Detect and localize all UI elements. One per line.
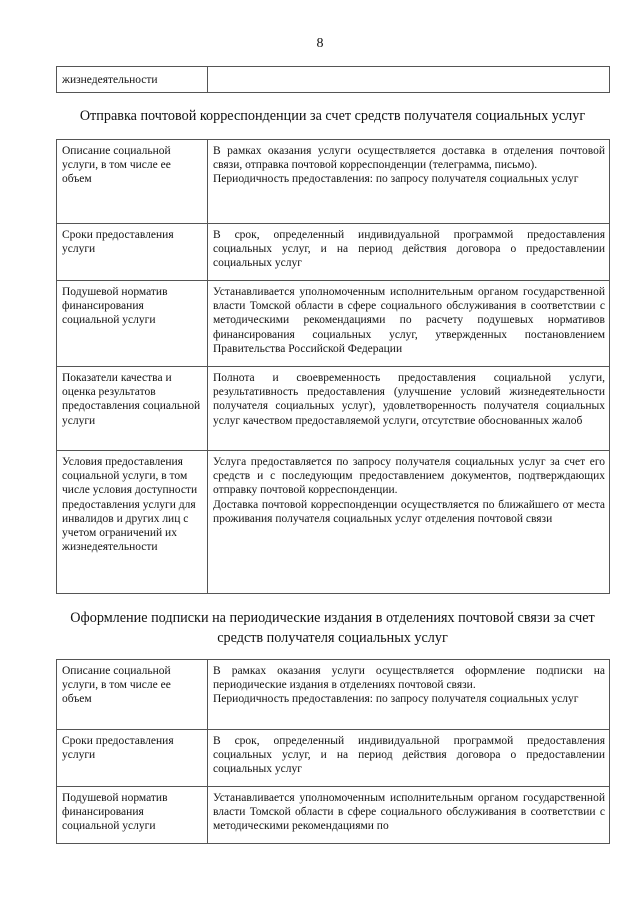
row-value: [208, 281, 610, 367]
row-label: Подушевой норматив финансирования социальной услуги: [57, 281, 208, 367]
paragraph: Периодичность предоставления: по запросу получателя социальных услуг: [213, 173, 579, 186]
top-fragment-table: [56, 66, 610, 93]
paragraph: В рамках оказания услуги осуществляется оформление подписки на периодические издания в отделениях почтовой связи.: [213, 665, 605, 692]
paragraph: В рамках оказания услуги осуществляется доставка в отделения почтовой связи, отправка почтовой корреспонденции (телеграмма, письмо).: [213, 145, 605, 172]
row-value: [208, 451, 610, 594]
table-row: [57, 281, 610, 367]
subscription-service-table: [56, 659, 610, 844]
paragraph: Доставка почтовой корреспонденции осуществляется по ближайшего от места проживания получателя социальных услуг отделения почтовой связи: [213, 498, 605, 525]
page-number: 8: [316, 36, 324, 51]
table-row: [57, 660, 610, 730]
row-label: жизнедеятельности: [57, 67, 208, 93]
table-row: [57, 730, 610, 787]
row-label: Сроки предоставления услуги: [57, 730, 208, 787]
table-row: [57, 787, 610, 844]
table-row: [57, 140, 610, 224]
row-value: [208, 730, 610, 787]
row-label: Сроки предоставления услуги: [57, 224, 208, 281]
row-label: Условия предоставления социальной услуги, в том числе условия доступности предоставления услуги для инвалидов и других лиц с учетом ограничений их жизнедеятельности: [57, 451, 208, 594]
section-heading-subscription: Оформление подписки на периодические издания в отделениях почтовой связи за счет средств получателя социальных услуг: [70, 610, 595, 646]
paragraph: В срок, определенный индивидуальной программой предоставления социальных услуг, и на период действия договора о предоставлении социальных услуг: [213, 229, 605, 270]
table-row: [57, 224, 610, 281]
row-label: Описание социальной услуги, в том числе ее объем: [57, 140, 208, 224]
section-heading-mail: Отправка почтовой корреспонденции за счет средств получателя социальных услуг: [79, 108, 586, 124]
paragraph: Устанавливается уполномоченным исполнительным органом государственной власти Томской области в сфере социального обслуживания в соответствии с методическими рекомендациями по расчету подушевых нормативов финансирования социальных услуг, утвержденных постановлением Правительства Российской Федерации: [213, 286, 605, 355]
paragraph: Устанавливается уполномоченным исполнительным органом государственной власти Томской области в сфере социального обслуживания в соответствии с методическими рекомендациями по: [213, 792, 605, 833]
row-value: [208, 367, 610, 451]
row-value: [208, 787, 610, 844]
row-label: Показатели качества и оценка результатов предоставления социальной услуги: [57, 367, 208, 451]
row-value: [208, 140, 610, 224]
row-value: [208, 67, 610, 93]
table-row: [57, 367, 610, 451]
paragraph: Полнота и своевременность предоставления социальной услуги, результативность предоставления (улучшение условий жизнедеятельности получателя социальных услуг), удовлетворенность получателя социальных услуг качеством предоставляемой услуги, отсутствие обоснованных жалоб: [213, 372, 605, 427]
row-value: [208, 660, 610, 730]
mail-service-table: [56, 139, 610, 594]
table-row: [57, 451, 610, 594]
table-row: [57, 67, 610, 93]
paragraph: Услуга предоставляется по запросу получателя социальных услуг за счет его средств и с последующим предоставлением документов, подтверждающих отправку почтовой корреспонденции.: [213, 456, 605, 497]
row-value: [208, 224, 610, 281]
paragraph: В срок, определенный индивидуальной программой предоставления социальных услуг, и на период действия договора о предоставлении социальных услуг: [213, 735, 605, 776]
paragraph: Периодичность предоставления: по запросу получателя социальных услуг: [213, 693, 579, 706]
row-label: Описание социальной услуги, в том числе ее объем: [57, 660, 208, 730]
row-label: Подушевой норматив финансирования социальной услуги: [57, 787, 208, 844]
